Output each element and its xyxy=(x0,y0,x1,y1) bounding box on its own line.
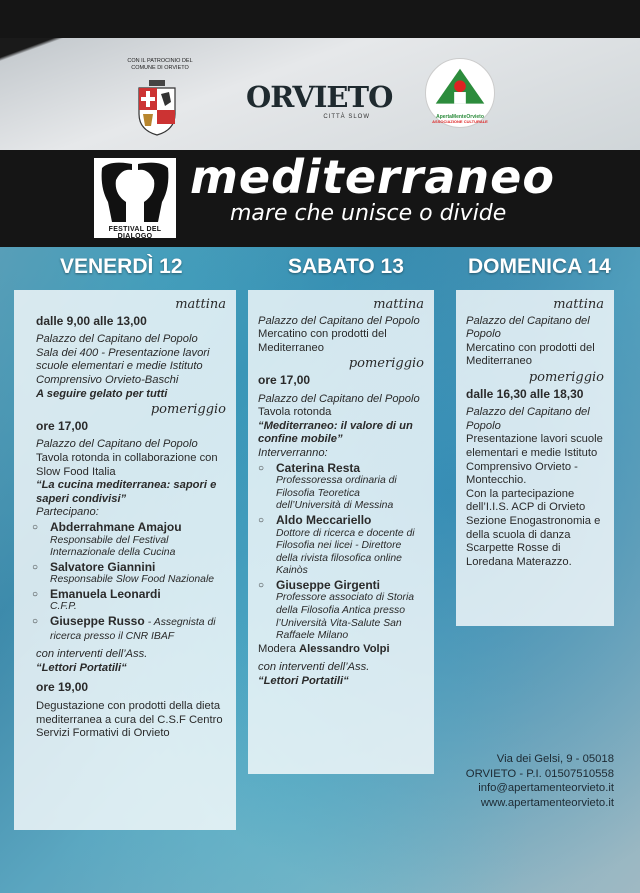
apertamente-sub: ASSOCIAZIONE CULTURALE xyxy=(432,119,488,124)
contact-city-vat: ORVIETO - P.I. 01507510558 xyxy=(465,767,614,780)
friday-afternoon-label: pomeriggio xyxy=(150,402,226,418)
friday-morning-time: dalle 9,00 alle 13,00 xyxy=(36,313,147,328)
bullet-circle-icon: ○ xyxy=(32,588,39,600)
list-item xyxy=(32,615,226,643)
contacts-block xyxy=(430,752,614,810)
apertamente-name: ApertaMenteOrvieto xyxy=(436,114,484,120)
contact-address: Via dei Gelsi, 9 - 05018 xyxy=(496,753,614,765)
contact-website-link[interactable]: www.apertamenteorvieto.it xyxy=(480,796,614,809)
saturday-morning-place: Palazzo del Capitano del Popolo xyxy=(258,314,420,327)
saturday-speakers-list xyxy=(258,462,424,643)
friday-afternoon-place: Palazzo del Capitano del Popolo xyxy=(36,438,198,451)
day-header-saturday: SABATO 13 xyxy=(288,255,404,278)
participant-role: C.F.P. xyxy=(50,601,77,613)
saturday-lettori: “Lettori Portatili“ xyxy=(258,675,349,688)
participant-name: Emanuela Leonardi xyxy=(50,586,161,601)
sunday-afternoon-label: pomeriggio xyxy=(528,369,604,385)
participant-role: Responsabile Slow Food Nazionale xyxy=(50,574,215,586)
contact-email-link[interactable]: info@apertamenteorvieto.it xyxy=(478,782,614,794)
friday-evening-desc: Degustazione con prodotti della dieta mediterranea a cura del C.S.F Centro Servizi Formativi di Orvieto xyxy=(36,700,223,740)
festival-logo-label: FESTIVAL DEL DIALOGO xyxy=(108,226,162,240)
moderator-name: Alessandro Volpi xyxy=(299,642,390,655)
friday-participants-list xyxy=(32,521,226,643)
participant-name: Salvatore Giannini xyxy=(50,559,156,574)
friday-morning-desc: Sala dei 400 - Presentazione lavori scuole elementari e medie Istituto Comprensivo Orvieto-Baschi xyxy=(36,346,210,386)
saturday-morning-desc: Mercatino con prodotti del Mediterraneo xyxy=(258,328,387,354)
friday-morning-label: mattina xyxy=(175,297,226,312)
friday-morning-after: A seguire gelato per tutti xyxy=(36,387,168,400)
bullet-circle-icon: ○ xyxy=(258,514,265,526)
friday-afternoon-title: “La cucina mediterranea: sapori e saperi condivisi” xyxy=(36,479,217,505)
sunday-afternoon-place: Palazzo del Capitano del Popolo xyxy=(466,406,590,432)
header-top-strip xyxy=(0,0,640,38)
speaker-name: Giuseppe Girgenti xyxy=(276,577,381,592)
friday-evening-time: ore 19,00 xyxy=(36,680,89,695)
saturday-interventi: con interventi dell’Ass. xyxy=(258,661,370,674)
speaker-role: Dottore di ricerca e docente di Filosofia nei licei - Direttore della rivista filosofica online Kainòs xyxy=(276,527,415,577)
saturday-afternoon-title: “Mediterraneo: il valore di un confine mobile” xyxy=(258,419,413,446)
apertamente-logo-text xyxy=(422,114,498,125)
friday-afternoon-time: ore 17,00 xyxy=(36,418,89,433)
speaker-role: Professoressa ordinaria di Filosofia Teoretica dell’Università di Messina xyxy=(276,475,397,512)
sunday-morning-place: Palazzo del Capitano del Popolo xyxy=(466,314,590,341)
bullet-circle-icon: ○ xyxy=(258,462,265,474)
sunday-morning-desc: Mercatino con prodotti del Mediterraneo xyxy=(466,341,595,368)
speaker-role: Professore associato di Storia della Filosofia Antica presso l’Università Vita-Salute San Raffaele Milano xyxy=(276,592,415,642)
comune-orvieto-crest-icon xyxy=(135,80,179,136)
saturday-moderator xyxy=(258,643,424,657)
moderator-label: Modera xyxy=(258,642,296,655)
patronage-text: CON IL PATROCINIO DEL COMUNE DI ORVIETO xyxy=(127,58,193,72)
friday-program xyxy=(14,290,236,830)
list-item xyxy=(32,588,226,614)
sunday-morning-label: mattina xyxy=(553,297,604,312)
sunday-afternoon-desc: Presentazione lavori scuole elementari e medie Istituto Comprensivo Orvieto - Montecchio. xyxy=(466,433,603,487)
day-header-friday: VENERDÌ 12 xyxy=(60,255,183,278)
saturday-afternoon-place: Palazzo del Capitano del Popolo xyxy=(258,392,420,405)
friday-lettori: “Lettori Portatili“ xyxy=(36,661,127,674)
participant-name: Abderrahmane Amajou xyxy=(50,519,182,534)
saturday-afternoon-label: pomeriggio xyxy=(348,356,424,372)
list-item xyxy=(258,579,424,643)
participant-name: Giuseppe Russo xyxy=(50,614,145,629)
saturday-program xyxy=(248,290,434,774)
saturday-morning-label: mattina xyxy=(373,297,424,312)
friday-interventi: con interventi dell’Ass. xyxy=(36,648,148,661)
sunday-program xyxy=(456,290,614,626)
list-item xyxy=(258,514,424,578)
speaker-name: Aldo Meccariello xyxy=(276,512,372,527)
speaker-name: Caterina Resta xyxy=(276,460,361,475)
orvieto-logo xyxy=(246,80,393,126)
friday-afternoon-desc: Tavola rotonda in collaborazione con Slow Food Italia xyxy=(36,451,218,478)
participant-role: Responsabile del Festival Internazionale della Cucina xyxy=(50,534,176,559)
event-subtitle: mare che unisce o divide xyxy=(230,201,507,226)
bullet-circle-icon: ○ xyxy=(258,579,265,591)
event-title: mediterraneo xyxy=(190,150,555,204)
list-item xyxy=(32,561,226,587)
bullet-circle-icon: ○ xyxy=(32,561,39,573)
friday-morning-place: Palazzo del Capitano del Popolo xyxy=(36,333,198,346)
saturday-afternoon-time: ore 17,00 xyxy=(258,372,311,387)
participant-role: - Assegnista di ricerca presso il CNR IBAF xyxy=(50,617,216,642)
orvieto-logo-tagline: CITTÀ SLOW xyxy=(323,114,370,120)
sunday-afternoon-time: dalle 16,30 alle 18,30 xyxy=(466,386,584,401)
list-item xyxy=(32,521,226,560)
bullet-circle-icon: ○ xyxy=(32,616,39,628)
day-header-sunday: DOMENICA 14 xyxy=(468,255,611,278)
bullet-circle-icon: ○ xyxy=(32,521,39,533)
saturday-speakers-label: Interverranno: xyxy=(258,446,328,459)
list-item xyxy=(258,462,424,513)
saturday-afternoon-desc: Tavola rotonda xyxy=(258,406,332,419)
orvieto-logo-word: ORVIETO xyxy=(246,80,393,114)
friday-participants-label: Partecipano: xyxy=(36,506,99,519)
sunday-afternoon-extra: Con la partecipazione dell’I.I.S. ACP di Orvieto Sezione Enogastronomia e della scuola di danza Scarpette Rosse di Loredana Materazzo. xyxy=(466,487,601,568)
